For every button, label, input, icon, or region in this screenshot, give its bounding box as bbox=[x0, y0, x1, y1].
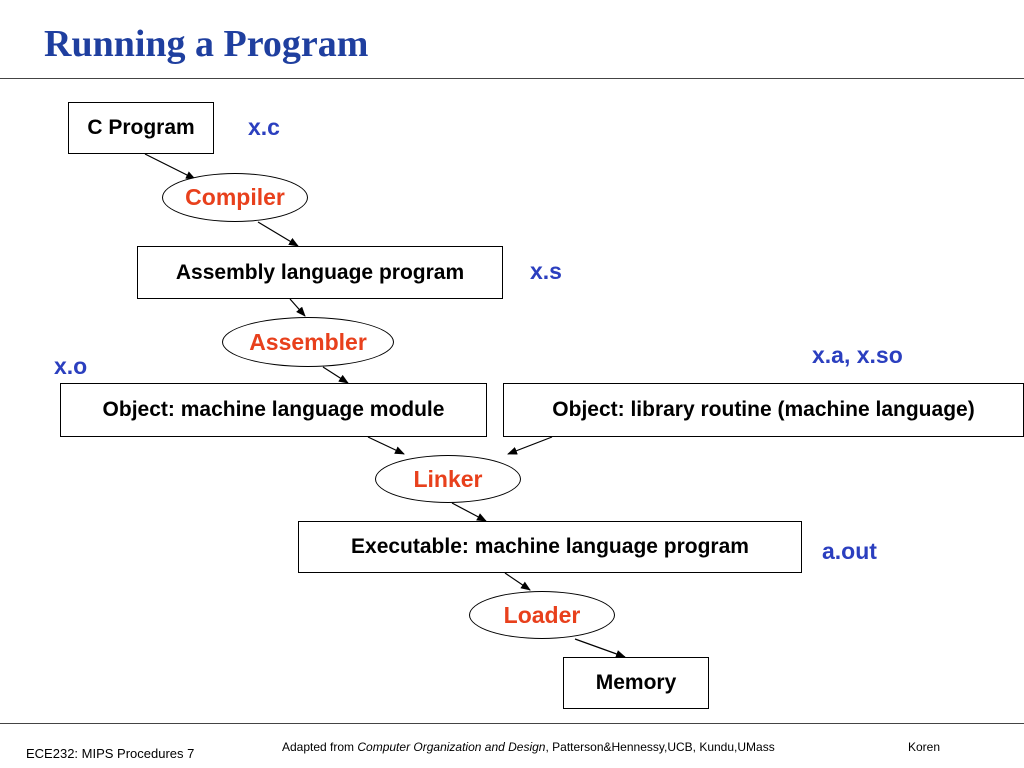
arrow-assembler-object bbox=[323, 367, 348, 383]
executable-box: Executable: machine language program bbox=[298, 521, 802, 573]
memory-box: Memory bbox=[563, 657, 709, 709]
credit-book-title: Computer Organization and Design bbox=[357, 740, 546, 754]
arrow-assembly-assembler bbox=[290, 299, 305, 316]
footer-course: ECE232: MIPS Procedures 7 bbox=[26, 746, 195, 761]
arrow-compiler-assembly bbox=[258, 222, 298, 246]
object-module-box: Object: machine language module bbox=[60, 383, 487, 437]
credit-suffix: , Patterson&Hennessy,UCB, Kundu,UMass bbox=[545, 740, 775, 754]
arrow-linker-executable bbox=[452, 503, 486, 521]
linker-oval: Linker bbox=[375, 455, 521, 503]
loader-oval: Loader bbox=[469, 591, 615, 639]
footer-credit bbox=[282, 740, 775, 754]
arrow-executable-loader bbox=[505, 573, 530, 590]
asm-file-extension: x.s bbox=[530, 258, 562, 284]
exe-file-extension: a.out bbox=[822, 538, 877, 564]
footer-divider bbox=[0, 723, 1024, 724]
slide-title: Running a Program bbox=[44, 23, 369, 65]
library-routine-box: Object: library routine (machine language) bbox=[503, 383, 1024, 437]
assembly-program-box: Assembly language program bbox=[137, 246, 503, 299]
compiler-oval: Compiler bbox=[162, 173, 308, 222]
c-program-box: C Program bbox=[68, 102, 214, 154]
arrow-cprogram-compiler bbox=[145, 154, 195, 179]
lib-file-extensions: x.a, x.so bbox=[812, 342, 903, 368]
assembler-oval: Assembler bbox=[222, 317, 394, 367]
arrow-object-linker bbox=[368, 437, 404, 454]
credit-prefix: Adapted from bbox=[282, 740, 358, 754]
obj-file-extension: x.o bbox=[54, 353, 88, 379]
footer-author: Koren bbox=[908, 740, 941, 754]
arrow-library-linker bbox=[508, 437, 552, 454]
c-file-extension: x.c bbox=[248, 114, 280, 140]
arrow-loader-memory bbox=[575, 639, 625, 657]
